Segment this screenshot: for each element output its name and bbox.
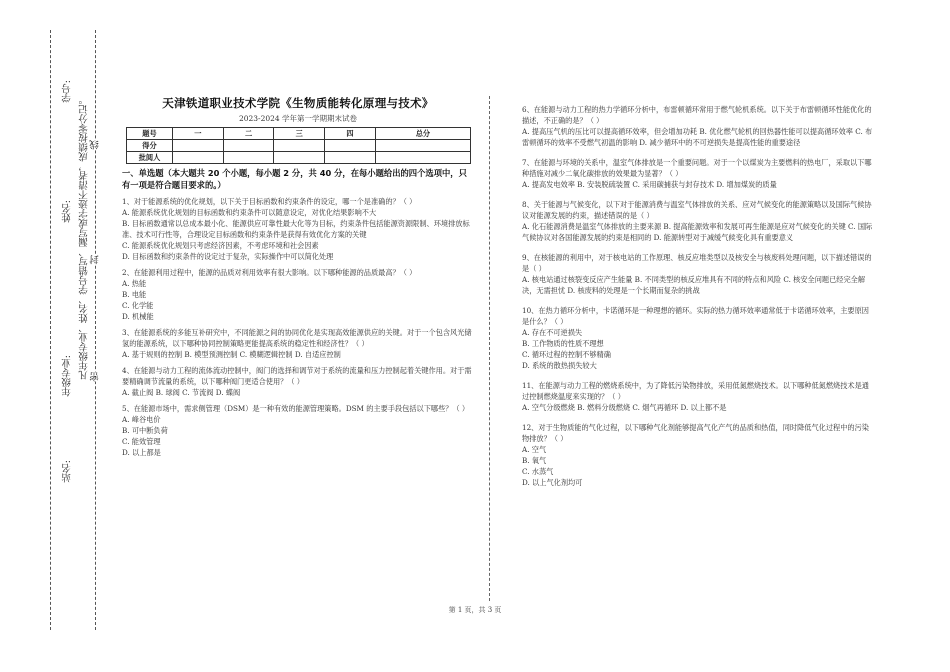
option: D. 系统的散热损失较大 [522,361,597,370]
option: C. 循环过程的控制不够精确 [522,350,611,359]
page-number: 第 1 页，共 3 页 [448,606,502,614]
option: A. 提高发电效率 B. 安装脱硫装置 C. 采用碳捕获与封存技术 D. 增加煤炭的质量 [522,180,777,189]
option: D. 机械能 [122,312,154,321]
score-header-cell: 题号 [127,128,173,140]
grade-major-label: 年级专业: [62,355,73,397]
option: B. 电能 [122,290,147,299]
option: C. 能源系统优化规划只考虑经济因素，不考虑环境和社会因素 [122,241,319,250]
score-cell [375,140,470,152]
score-cell [223,140,274,152]
question-stem: 10、在热力循环分析中，卡诺循环是一种理想的循环。实际的热力循环效率通常低于卡诺循环效率，主要原因是什么？（ ） [522,306,869,326]
score-table [126,127,471,164]
question-stem: 11、在能源与动力工程的燃烧系统中，为了降低污染物排放，采用低氮燃烧技术。以下哪种低氮燃烧技术是通过控制燃烧温度来实现的？（ ） [522,381,869,401]
score-table-row [127,140,471,152]
question-5 [122,403,474,458]
option: C. 化学能 [122,301,154,310]
score-cell [325,140,376,152]
score-header-cell: 四 [325,128,376,140]
left-column [122,98,474,458]
score-header-cell: 三 [274,128,325,140]
question-stem: 12、对于生物质能的气化过程，以下哪种气化剂能够提高气化产气的品质和热值，同时降低气化过程中的污染物排放？（ ） [522,423,869,443]
option: D. 目标函数和约束条件的设定过于复杂，实际操作中可以简化处理 [122,252,334,261]
exam-subtitle: 2023-2024 学年第一学期期末试卷 [238,114,358,123]
right-column [522,104,874,488]
question-stem: 7、在能源与环境的关系中，温室气体排放是一个重要问题。对于一个以煤炭为主要燃料的热电厂，采取以下哪种措施对减少二氧化碳排放的效果最为显著？（ ） [522,158,872,178]
seal-line-mark: 线 [90,140,101,150]
question-stem: 3、在能源系统的多能互补研究中，不同能源之间的协同优化是实现高效能源供应的关键。对于一个包含风光储氢的能源系统，以下哪种协同控制策略更能提高系统的稳定性和经济性？（ ） [122,328,472,348]
exam-number-label: 学号: [62,80,73,103]
score-header-cell: 二 [223,128,274,140]
option: A. 提高压气机的压比可以提高循环效率，但会增加功耗 B. 优化燃气轮机的回热器性能可以提高循环效率 C. 布雷顿循环的效率不受燃气初温的影响 D. 减少循环中的不可逆损失是提高性能的重要途径 [522,127,873,147]
section-heading: 一、单选题（本大题共 20 个小题，每小题 2 分，共 40 分，在每小题给出的四个选项中，只有一项是符合题目要求的。） [122,168,467,190]
score-header-cell: 总分 [375,128,470,140]
question-stem: 2、在能源利用过程中，能源的品质对利用效率有很大影响。以下哪种能源的品质最高？（ ） [122,268,417,277]
option: A. 截止阀 B. 球阀 C. 节流阀 D. 蝶阀 [122,388,241,397]
question-7 [522,157,874,190]
seal-mark-feng: 封 [90,255,101,265]
score-row-label: 得分 [127,140,173,152]
option: A. 存在不可逆损失 [522,328,583,337]
score-cell [173,152,224,164]
question-6 [522,104,874,148]
option: A. 峰谷电价 [122,415,161,424]
score-cell [223,152,274,164]
score-cell [274,152,325,164]
school-site-label: 站名: [62,460,73,483]
option: C. 水蒸气 [522,467,554,476]
score-cell [325,152,376,164]
score-header-cell: 一 [173,128,224,140]
question-stem: 5、在能源市场中，需求侧管理（DSM）是一种有效的能源管理策略。DSM 的主要手段包括以下哪些？（ ） [122,404,470,413]
option: D. 以上都是 [122,448,161,457]
score-cell [375,152,470,164]
option: B. 目标函数通常以总成本最小化、能源供应可靠性最大化等为目标，约束条件包括能源资源限制、环境排放标准、技术可行性等，合理设定目标函数和约束条件是获得有效优化方案的关键 [122,219,470,239]
question-2 [122,267,474,322]
exam-title: 天津铁道职业技术学院《生物质能转化原理与技术》 [162,96,434,110]
binding-line-inner [50,30,51,630]
score-row-label: 批阅人 [127,152,173,164]
option: D. 以上气化剂均可 [522,478,583,487]
option: A. 核电站通过核裂变反应产生能量 B. 不同类型的核反应堆具有不同的特点和风险 C. 核安全问题已经完全解决，无需担忧 D. 核废料的处理是一个长期而复杂的挑战 [522,275,866,295]
question-1 [122,196,474,262]
option: A. 热能 [122,279,147,288]
score-cell [274,140,325,152]
seal-mark-mi: 密 [90,372,101,382]
name-label: 姓名: [62,200,73,223]
grading-notice: 凡年级专业、姓名、学号错写、漏写或字迹不清者，成绩按零分记。 [79,95,90,380]
question-10 [522,305,874,371]
column-divider [489,96,490,601]
option: A. 空气 [522,445,547,454]
question-12 [522,422,874,488]
option: A. 基于规则的控制 B. 模型预测控制 C. 模糊逻辑控制 D. 自适应控制 [122,350,341,359]
binding-line-outer [95,30,96,630]
option: B. 可中断负荷 [122,426,168,435]
option: B. 氧气 [522,456,547,465]
question-stem: 4、在能源与动力工程的流体流动控制中，阀门的选择和调节对于系统的流量和压力控制起着关键作用。对于需要精确调节流量的系统，以下哪种阀门更适合使用？（ ） [122,366,472,386]
question-3 [122,327,474,360]
option: A. 化石能源消费是温室气体排放的主要来源 B. 提高能源效率和发展可再生能源是应对气候变化的关键 C. 国际气候协议对各国能源发展的约束是相同的 D. 能源转型对于减缓气候变化具有重要意义 [522,222,873,242]
question-stem: 9、在核能源的利用中，对于核电站的工作原理、核反应堆类型以及核安全与核废料处理问题，以下描述错误的是（ ） [522,253,872,273]
option: B. 工作物质的性质不理想 [522,339,604,348]
option: A. 能源系统优化规划的目标函数和约束条件可以随意设定，对优化结果影响不大 [122,208,377,217]
binding-margin [0,0,110,672]
score-table-row [127,152,471,164]
question-4 [122,365,474,398]
option: C. 能效管理 [122,437,161,446]
score-table-header-row [127,128,471,140]
option: A. 空气分级燃烧 B. 燃料分级燃烧 C. 烟气再循环 D. 以上都不是 [522,403,727,412]
question-stem: 1、对于能源系统的优化规划，以下关于目标函数和约束条件的设定，哪一个是准确的？（ ） [122,197,417,206]
question-11 [522,380,874,413]
score-cell [173,140,224,152]
question-9 [522,252,874,296]
question-8 [522,199,874,243]
question-stem: 8、关于能源与气候变化，以下对于能源消费与温室气体排放的关系、应对气候变化的能源策略以及国际气候协议对能源发展的约束，描述错误的是（ ） [522,200,872,220]
question-stem: 6、在能源与动力工程的热力学循环分析中，布雷顿循环常用于燃气轮机系统。以下关于布雷顿循环性能优化的描述，不正确的是？（ ） [522,105,872,125]
